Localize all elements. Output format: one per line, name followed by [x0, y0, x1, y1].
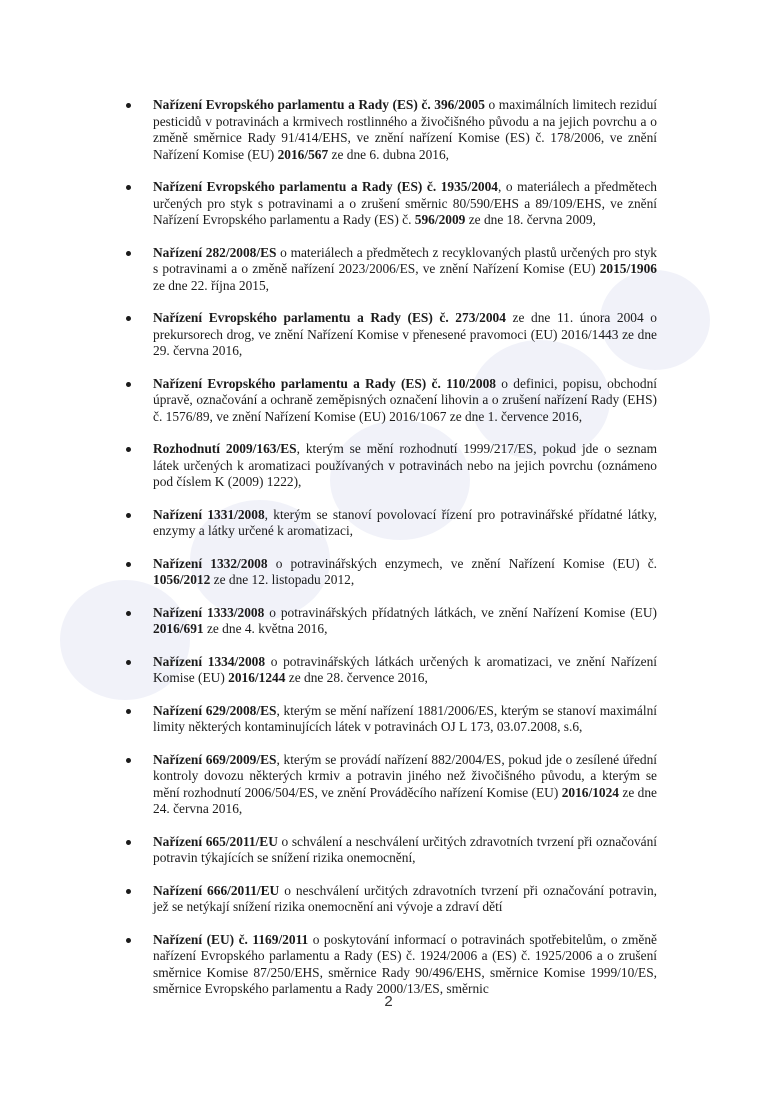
bullet-icon — [126, 840, 131, 845]
item-text: ze dne 6. dubna 2016, — [328, 146, 450, 162]
bullet-icon — [126, 185, 131, 190]
item-text: , kterým se mění nařízení 1881/2006/ES, kterým se stanoví maximální limity některých kontaminujících látek v potravinách OJ L 173, 03.07.2008, s.6, — [153, 702, 658, 734]
regulation-reference: 1056/2012 — [153, 572, 211, 587]
regulation-reference: Nařízení 1334/2008 — [153, 653, 266, 669]
item-text: o poskytování informací o potravinách spotřebitelům, o změně nařízení Evropského parlamentu a Rady (ES) č. 1924/2006 a (ES) č. 1925/2006 a o zrušení směrnice Komise 87/250/EHS, směrnice Rady 90/496/EHS, směrnice Komise 1999/10/ES, směrnice Evropského parlamentu a Rady 2000/13/ES, směrnic — [153, 931, 657, 996]
regulation-reference: Rozhodnutí 2009/163/ES — [153, 441, 297, 456]
regulation-reference: 2015/1906 — [599, 261, 657, 276]
item-text: , o materiálech a předmětech určených pro styk s potravinami a o zrušení směrnic 80/590/EHS a 89/109/EHS, ve znění Nařízení Evropského parlamentu a Rady (ES) č. — [153, 179, 658, 227]
item-text: o maximálních limitech reziduí pesticidů v potravinách a krmivech rostlinného a živočišného původu a na jejich povrchu a o změně směrnice Rady 91/414/EHS, ve znění nařízení Komise (ES) č. 178/2006, ve znění Nařízení Komise (EU) — [153, 97, 657, 162]
item-text: ze dne 11. února 2004 o prekursorech drog, ve znění Nařízení Komise v přenesené pravomoci (EU) 2016/1443 ze dne 29. června 2016, — [153, 310, 657, 358]
list-item — [153, 605, 657, 638]
bullet-icon — [126, 889, 131, 894]
regulation-reference: Nařízení 666/2011/EU — [153, 882, 280, 898]
regulation-reference: Nařízení Evropského parlamentu a Rady (ES) č. 110/2008 — [153, 375, 496, 391]
list-item — [153, 179, 657, 229]
regulation-list — [153, 97, 657, 1014]
page-number: 2 — [384, 993, 393, 1010]
bullet-icon — [126, 758, 131, 763]
list-item — [153, 310, 657, 360]
item-text: , kterým se mění rozhodnutí 1999/217/ES, pokud jde o seznam látek určených k aromatizaci používaných v potravinách nebo na jejich povrchu (oznámeno pod číslem K (2009) 1222), — [153, 441, 657, 489]
list-item — [153, 752, 657, 818]
list-item — [153, 376, 657, 426]
regulation-reference: Nařízení 665/2011/EU — [153, 833, 278, 849]
list-item — [153, 507, 657, 540]
list-item — [153, 883, 657, 916]
regulation-reference: 2016/1244 — [228, 670, 286, 685]
bullet-icon — [126, 709, 131, 714]
bullet-icon — [126, 938, 131, 943]
regulation-reference: Nařízení 1331/2008 — [153, 506, 265, 522]
item-text: ze dne 4. května 2016, — [203, 621, 328, 636]
item-text: o materiálech a předmětech z recyklovaných plastů určených pro styk s potravinami a o změně nařízení 2023/2006/ES, ve znění Nařízení Komise (EU) — [153, 244, 658, 276]
item-text: ze dne 28. července 2016, — [285, 670, 428, 685]
regulation-reference: 2016/1024 — [561, 784, 619, 800]
item-text: o potravinářských enzymech, ve znění Nařízení Komise (EU) č. — [267, 555, 657, 571]
item-text: , kterým se stanoví povolovací řízení pro potravinářské přídatné látky, enzymy a látky určené k aromatizaci, — [153, 506, 657, 538]
regulation-reference: Nařízení Evropského parlamentu a Rady (ES) č. 396/2005 — [153, 97, 485, 112]
bullet-icon — [126, 562, 131, 567]
regulation-reference: Nařízení 1333/2008 — [153, 604, 265, 620]
list-item — [153, 834, 657, 867]
regulation-reference: Nařízení 669/2009/ES — [153, 751, 277, 767]
item-text: ze dne 12. listopadu 2012, — [210, 572, 355, 587]
list-item — [153, 556, 657, 589]
item-text: o definici, popisu, obchodní úpravě, označování a ochraně zeměpisných označení lihovin a o zrušení nařízení Rady (EHS) č. 1576/89, ve znění Nařízení Komise (EU) 2016/1067 ze dne 1. července 2016, — [153, 375, 657, 424]
item-text: ze dne 22. října 2015, — [153, 277, 270, 293]
item-text: o potravinářských látkách určených k aromatizaci, ve znění Nařízení Komise (EU) — [153, 653, 657, 685]
bullet-icon — [126, 316, 131, 321]
list-item — [153, 703, 657, 736]
regulation-reference: 2016/567 — [277, 146, 329, 162]
item-text: ze dne 24. června 2016, — [153, 784, 657, 816]
bullet-icon — [126, 660, 131, 665]
item-text: ze dne 18. června 2009, — [465, 212, 596, 227]
regulation-reference: Nařízení 629/2008/ES — [153, 702, 277, 718]
regulation-reference: Nařízení 282/2008/ES — [153, 244, 277, 260]
bullet-icon — [126, 251, 131, 256]
bullet-icon — [126, 382, 131, 387]
item-text: o potravinářských přídatných látkách, ve znění Nařízení Komise (EU) — [264, 604, 657, 620]
regulation-reference: Nařízení Evropského parlamentu a Rady (ES) č. 1935/2004 — [153, 179, 499, 194]
regulation-reference: Nařízení (EU) č. 1169/2011 — [153, 931, 309, 947]
list-item — [153, 654, 657, 687]
list-item — [153, 932, 657, 998]
regulation-reference: 2016/691 — [153, 621, 204, 636]
item-text: , kterým se provádí nařízení 882/2004/ES, pokud jde o zesílené úřední kontroly dovozu některých krmiv a potravin jiného než živočišného původu, a kterým se mění rozhodnutí 2006/504/ES, ve znění Prováděcího nařízení Komise (EU) — [153, 751, 657, 800]
list-item — [153, 441, 657, 491]
list-item — [153, 245, 657, 295]
list-item — [153, 97, 657, 163]
bullet-icon — [126, 611, 131, 616]
bullet-icon — [126, 447, 131, 452]
bullet-icon — [126, 103, 131, 108]
regulation-reference: 596/2009 — [414, 212, 466, 227]
regulation-reference: Nařízení Evropského parlamentu a Rady (ES) č. 273/2004 — [153, 310, 506, 325]
regulation-reference: Nařízení 1332/2008 — [153, 555, 268, 571]
item-text: o schválení a neschválení určitých zdravotních tvrzení při označování potravin týkajících se snížení rizika onemocnění, — [153, 833, 657, 865]
item-text: o neschválení určitých zdravotních tvrzení při označování potravin, jež se netýkají snížení rizika onemocnění ani vývoje a zdraví dětí — [153, 882, 657, 914]
bullet-icon — [126, 513, 131, 518]
